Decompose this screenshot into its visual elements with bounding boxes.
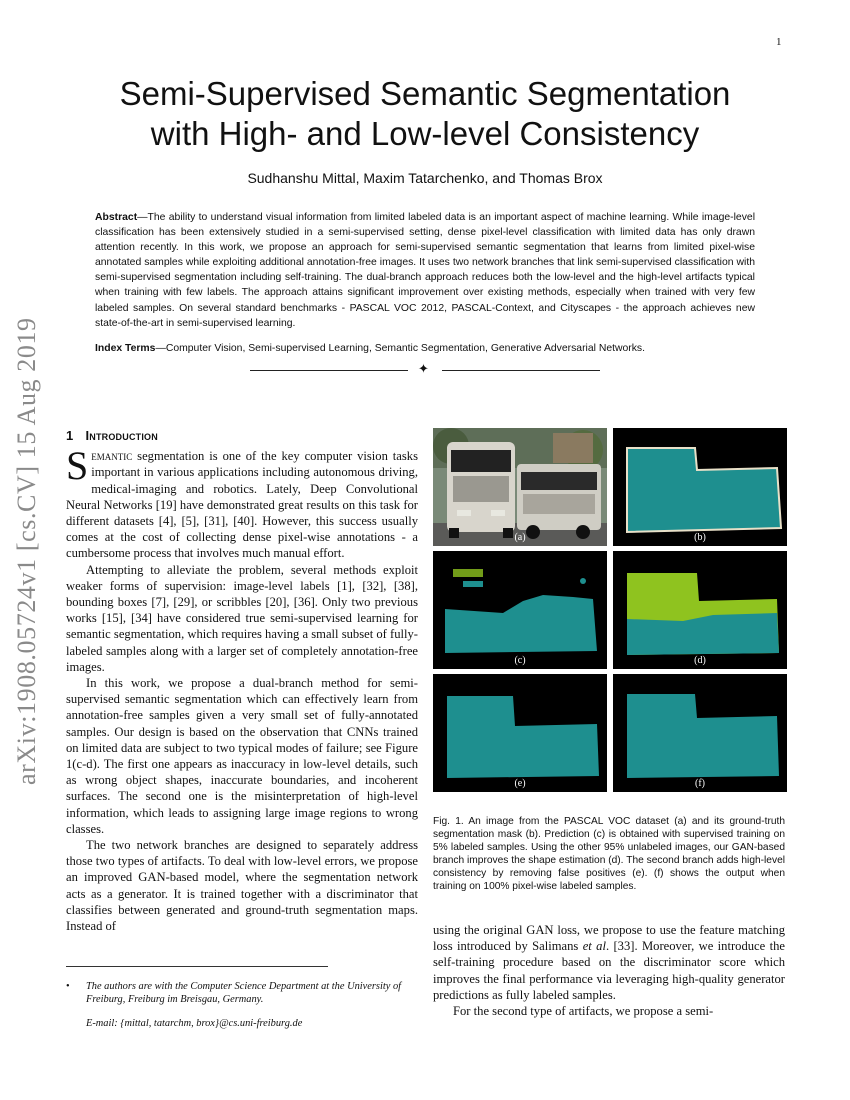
- panel-d-gan: [613, 551, 787, 669]
- panel-a-label: (a): [514, 532, 526, 543]
- right-paragraph-continued: [433, 922, 785, 1003]
- panel-a-photo: [433, 428, 607, 546]
- divider-diamond-icon: ✦: [418, 362, 429, 377]
- footnote-bullet: •: [66, 981, 70, 992]
- panel-e-label: (e): [514, 778, 526, 789]
- footnote-text: The authors are with the Computer Science Department at the University of Freiburg, Freiburg im Breisgau, Germany.: [86, 981, 402, 1005]
- panel-e-consistency: [433, 674, 607, 792]
- panel-f-full-supervision: [613, 674, 787, 792]
- right-p-emphasis: et al: [582, 939, 606, 954]
- page-number: 1: [776, 36, 782, 48]
- abstract: [95, 210, 755, 331]
- arxiv-watermark: arXiv:1908.05724v1 [cs.CV] 15 Aug 2019: [12, 317, 41, 785]
- section-title: Introduction: [85, 428, 158, 443]
- panel-f-label: (f): [695, 778, 705, 789]
- ground-truth-mask: [613, 428, 787, 546]
- intro-paragraph-4: The two network branches are designed to separately address those two types of artifacts. To deal with low-level errors, we propose an improved GAN-based model, where the segmentation network acts as a generator. It is trained together with a discriminator that classifies between generated and ground-truth segmentation maps. Instead of: [66, 838, 418, 934]
- figure-1: [433, 428, 787, 792]
- panel-b-label: (b): [694, 532, 706, 543]
- bus-photo-image: [433, 428, 607, 546]
- section-number: 1: [66, 428, 74, 443]
- prediction-e-mask: [433, 674, 607, 792]
- intro-paragraph-3: In this work, we propose a dual-branch method for semi-supervised semantic segmentation which can effectively learn from annotation-free samples given a very small set of fully-annotated samples. Our design is based on the observation that CNNs trained on limited data are subject to two typical modes of failure; see Figure 1(c-d). The first one appears as inaccuracy in low-level details, such as wrong object shapes, inaccurate boundaries, and incoherent surfaces. The second one is the misinterpretation of high-level information, which leads to assigning large image regions to wrong classes.: [66, 676, 418, 836]
- panel-c-label: (c): [514, 655, 526, 666]
- authors: Sudhanshu Mittal, Maxim Tatarchenko, and Thomas Brox: [247, 170, 603, 186]
- abstract-label: Abstract: [95, 212, 138, 223]
- right-p-text-b: . [33]. Moreover, we introduce the self-training procedure based on the discriminator score which improves the final performance via leveraging high-quality generator predictions as fully labeled samples.: [433, 939, 785, 1002]
- panel-d-label: (d): [694, 655, 706, 666]
- prediction-c-mask: [433, 551, 607, 669]
- footnote-rule: [66, 966, 328, 967]
- intro-paragraph-2: Attempting to alleviate the problem, several methods exploit weaker forms of supervision: image-level labels [1], [32], [38], bounding boxes [7], [29], or scribbles [20], [36]. Only two previous works [15], [34] have considered true semi-supervised learning for semantic segmentation, which requires having a small subset of fully-labeled samples along with a larger set of completely annotation-free images.: [66, 562, 418, 674]
- divider-line-left: [250, 370, 408, 371]
- index-terms-label: Index Terms: [95, 343, 156, 354]
- left-column: [66, 428, 418, 934]
- intro-p1-text: segmentation is one of the key computer vision tasks important in various applications including autonomous driving, medical-imaging and robotics. Lately, Deep Convolutional Neural Networks [19] have demonstrated great results on this task for different datasets [4], [5], [31], [40]. However, this success usually comes at the cost of collecting dense pixel-wise annotations - a cumbersome process that involves much manual effort.: [66, 449, 418, 561]
- right-p-text-a: using the original GAN loss, we propose to use the feature matching loss introduced by Salimans: [433, 923, 785, 954]
- right-column-text: [433, 922, 785, 1019]
- paper-title: [60, 74, 790, 154]
- section-divider: [250, 362, 600, 378]
- divider-line-right: [442, 370, 600, 371]
- panel-c-supervised: [433, 551, 607, 669]
- drop-cap: S: [66, 443, 89, 489]
- right-paragraph-next: For the second type of artifacts, we propose a semi-: [453, 1004, 714, 1019]
- figure-caption: Fig. 1. An image from the PASCAL VOC dataset (a) and its ground-truth segmentation mask (b). Prediction (c) is obtained with supervised training on 5% labeled samples. Using the other 95% unlabeled images, our GAN-based branch improves the shape estimation (d). The second branch adds high-level consistency by removing false positives (e). (f) shows the output when training on 100% pixel-wise labeled samples.: [433, 816, 785, 892]
- footnote: [66, 980, 418, 1006]
- author-email: E-mail: {mittal, tatarchm, brox}@cs.uni-freiburg.de: [86, 1018, 303, 1029]
- abstract-text: —The ability to understand visual information from limited labeled data is an important aspect of machine learning. While image-level classification has been extensively studied in a semi-supervised setting, dense pixel-level classification with limited data has only drawn attention recently. In this work, we propose an approach for semi-supervised semantic segmentation that learns from limited pixel-wise annotated samples while exploiting additional annotation-free images. It uses two network branches that link semi-supervised classification with semi-supervised segmentation including self-training. The dual-branch approach reduces both the low-level and the high-level artifacts typical when training with few labels. The approach attains significant improvement over existing methods, especially when trained with very few labeled samples. On several standard benchmarks - PASCAL VOC 2012, PASCAL-Context, and Cityscapes - the approach achieves new state-of-the-art in semi-supervised learning.: [95, 212, 755, 329]
- prediction-d-mask: [613, 551, 787, 669]
- first-word: emantic: [91, 449, 133, 464]
- section-heading: [66, 428, 418, 444]
- prediction-f-mask: [613, 674, 787, 792]
- intro-paragraph-1: [66, 443, 418, 561]
- title-line-1: Semi-Supervised Semantic Segmentation: [119, 75, 731, 112]
- title-line-2: with High- and Low-level Consistency: [150, 115, 700, 152]
- index-terms: [95, 343, 755, 354]
- index-terms-text: —Computer Vision, Semi-supervised Learning, Semantic Segmentation, Generative Adversarial Networks.: [155, 343, 646, 354]
- panel-b-ground-truth: [613, 428, 787, 546]
